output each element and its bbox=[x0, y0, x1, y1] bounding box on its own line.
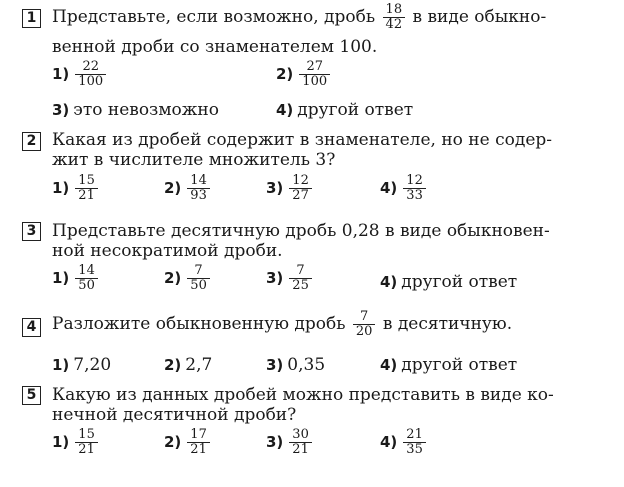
answer-option-1[interactable]: 1) $\frac{22}{100}$ bbox=[52, 60, 108, 89]
question-text-line: ной несократимой дроби. bbox=[52, 241, 283, 261]
answer-option-3[interactable]: 3) $\frac{30}{21}$ bbox=[266, 428, 314, 457]
answer-option-2[interactable]: 2) $\frac{17}{21}$ bbox=[164, 428, 212, 457]
question-text-line: венной дроби со знаменателем 100. bbox=[52, 37, 378, 57]
answer-option-2[interactable]: 2) $\frac{14}{93}$ bbox=[164, 174, 212, 203]
fraction: $\frac{18}{42}$ bbox=[383, 3, 406, 32]
question-number: 4 bbox=[22, 318, 41, 337]
question-text-line: Представьте, если возможно, дробь $\frac{18}{42}$ в виде обыкно- bbox=[52, 2, 547, 32]
answer-option-3[interactable]: 3) 0,35 bbox=[266, 355, 326, 375]
question-text-line: жит в числителе множитель 3? bbox=[52, 150, 336, 170]
answer-option-3[interactable]: 3) $\frac{7}{25}$ bbox=[266, 264, 314, 293]
answer-option-2[interactable]: 2) 2,7 bbox=[164, 355, 213, 375]
answer-option-4[interactable]: 4) другой ответ bbox=[380, 355, 518, 375]
answer-option-4[interactable]: 4) $\frac{21}{35}$ bbox=[380, 428, 428, 457]
question-text-line: Представьте десятичную дробь 0,28 в виде обыкновен- bbox=[52, 221, 550, 241]
answer-option-3[interactable]: 3) это невозможно bbox=[52, 100, 219, 120]
question-number: 5 bbox=[22, 386, 41, 405]
answer-option-1[interactable]: 1) $\frac{15}{21}$ bbox=[52, 174, 100, 203]
answer-option-4[interactable]: 4) другой ответ bbox=[380, 272, 518, 292]
question-text-line: Разложите обыкновенную дробь $\frac{7}{20}$ в десятичную. bbox=[52, 309, 513, 339]
answer-option-2[interactable]: 2) $\frac{7}{50}$ bbox=[164, 264, 212, 293]
question-text-line: нечной десятичной дроби? bbox=[52, 405, 297, 425]
question-number: 2 bbox=[22, 132, 41, 151]
question-text-line: Какая из дробей содержит в знаменателе, но не содер- bbox=[52, 130, 553, 150]
answer-option-3[interactable]: 3) $\frac{12}{27}$ bbox=[266, 174, 314, 203]
fraction: $\frac{7}{20}$ bbox=[353, 310, 376, 339]
answer-option-4[interactable]: 4) $\frac{12}{33}$ bbox=[380, 174, 428, 203]
answer-option-2[interactable]: 2) $\frac{27}{100}$ bbox=[276, 60, 332, 89]
answer-option-1[interactable]: 1) $\frac{15}{21}$ bbox=[52, 428, 100, 457]
question-text-line: Какую из данных дробей можно представить в виде ко- bbox=[52, 385, 554, 405]
answer-option-1[interactable]: 1) $\frac{14}{50}$ bbox=[52, 264, 100, 293]
answer-option-1[interactable]: 1) 7,20 bbox=[52, 355, 112, 375]
answer-option-4[interactable]: 4) другой ответ bbox=[276, 100, 414, 120]
question-number: 3 bbox=[22, 222, 41, 241]
question-number: 1 bbox=[22, 9, 41, 28]
